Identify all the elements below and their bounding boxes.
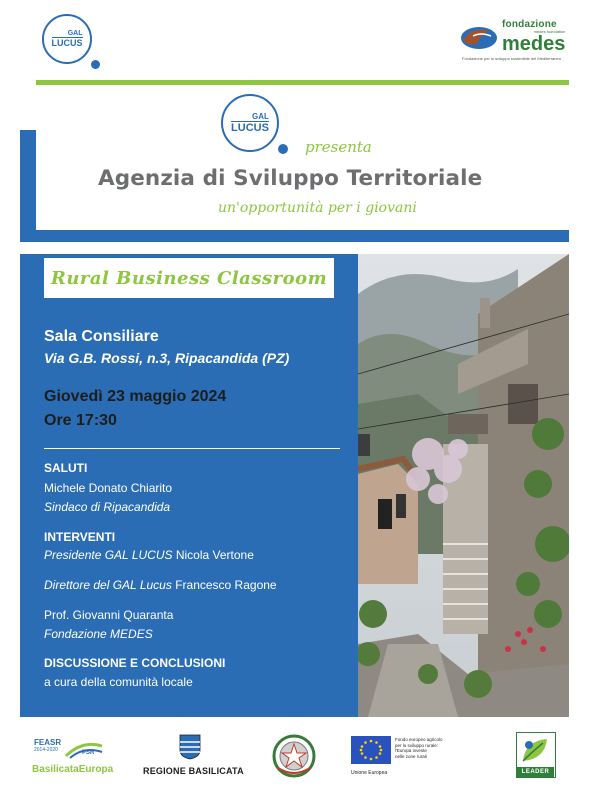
gal-header-line2: LUCUS	[231, 121, 269, 134]
medes-tagline: Fondazione per lo sviluppo sostenibile del Mediterraneo	[462, 56, 561, 61]
event-time: Ore 17:30	[44, 412, 117, 429]
saluti-role: Sindaco di Ripacandida	[44, 500, 171, 514]
saluti-heading: SALUTI	[44, 461, 88, 475]
medes-line2: medes	[502, 33, 566, 55]
feasr-logo	[32, 738, 114, 782]
intervento-3-org: Fondazione MEDES	[44, 627, 153, 641]
intervento-2	[44, 578, 277, 592]
feasr-label: FEASR	[34, 738, 62, 747]
gal-logo-line2: LUCUS	[51, 38, 83, 48]
regione-shield-icon	[179, 734, 201, 760]
gal-lucus-logo-header	[221, 94, 279, 152]
psr-label: PSR	[82, 750, 95, 756]
gal-logo-line1: GAL	[67, 30, 83, 37]
village-photo-illustration	[358, 254, 569, 717]
page-title: Agenzia di Sviluppo Territoriale	[98, 166, 483, 191]
eu-text-line-4: nelle zone rurali	[395, 753, 427, 759]
eu-text-line-3: l'Europa investe	[395, 748, 427, 754]
intervento-2-name: Francesco Ragone	[171, 578, 277, 592]
medes-logo	[459, 20, 565, 54]
eu-text-line-2: per lo sviluppo rurale:	[395, 742, 439, 748]
medes-tiny: medes foundation	[533, 29, 566, 34]
eu-fund-text	[395, 737, 445, 760]
intervento-1-name: Nicola Vertone	[172, 548, 254, 562]
discussione-heading: DISCUSSIONE E CONCLUSIONI	[44, 656, 226, 670]
presenta-text: presenta	[305, 138, 372, 156]
discussione-text: a cura della comunità locale	[44, 675, 193, 689]
leader-logo	[516, 732, 556, 778]
intervento-1	[44, 548, 254, 562]
intervento-1-role: Presidente GAL LUCUS	[44, 548, 173, 562]
venue-address: Via G.B. Rossi, n.3, Ripacandida (PZ)	[44, 350, 290, 366]
eu-caption: Unione Europea	[351, 770, 388, 776]
leader-label: LEADER	[517, 767, 554, 777]
gal-header-line1: GAL	[252, 111, 269, 121]
rural-business-banner	[44, 258, 334, 298]
interventi-heading: INTERVENTI	[44, 530, 116, 544]
village-photo	[358, 254, 569, 717]
intervento-3-name: Prof. Giovanni Quaranta	[44, 608, 174, 622]
intervento-2-role: Direttore del GAL Lucus	[44, 578, 172, 592]
page-subtitle: un'opportunità per i giovani	[218, 200, 417, 216]
feasr-years: 2014-2020	[34, 747, 58, 753]
gal-logo-dot	[91, 60, 100, 69]
rural-business-label: Rural Business Classroom	[50, 267, 328, 289]
gal-header-dot	[278, 144, 288, 154]
saluti-name: Michele Donato Chiarito	[44, 481, 173, 495]
eu-feasr-logo	[351, 736, 441, 782]
basilicata-europa-label: BasilicataEuropa	[32, 764, 114, 775]
event-date: Giovedì 23 maggio 2024	[44, 388, 227, 405]
leader-leaf-icon	[517, 735, 554, 767]
top-green-rule	[36, 80, 569, 85]
italian-republic-emblem	[272, 734, 316, 778]
eu-text-line-1: Fondo europeo agricolo	[395, 737, 443, 742]
eu-flag-icon	[351, 736, 391, 764]
medes-bird-icon	[459, 22, 499, 52]
gal-lucus-logo-top	[42, 14, 92, 64]
venue-name: Sala Consiliare	[44, 328, 159, 345]
panel-divider	[44, 448, 340, 449]
regione-basilicata-logo	[143, 734, 244, 780]
regione-basilicata-label: REGIONE BASILICATA	[143, 766, 244, 776]
medes-line1: fondazione	[502, 19, 557, 30]
emblem-star-icon	[272, 734, 316, 778]
